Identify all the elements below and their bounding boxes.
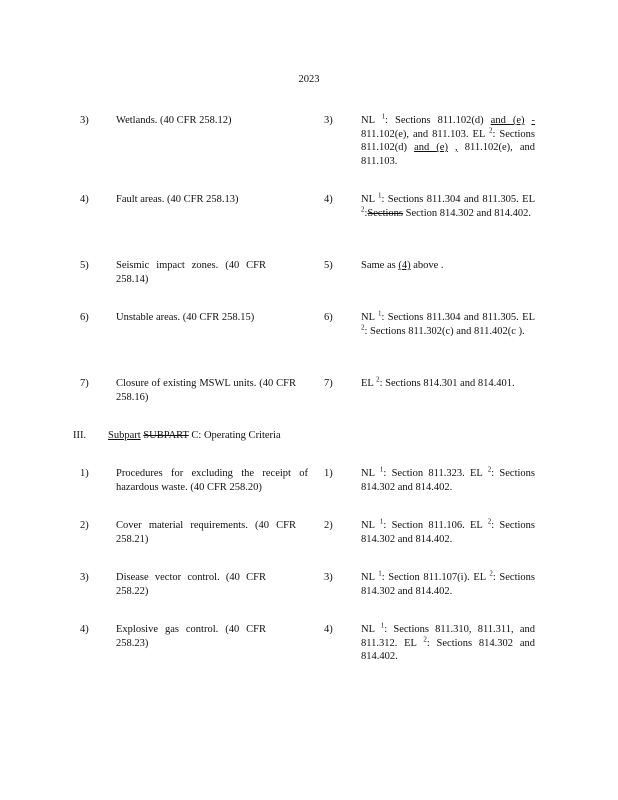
footnote-marker: 2 bbox=[423, 635, 427, 643]
text-segment: 811.102(e), and 811.103. bbox=[361, 142, 535, 167]
text-segment: : Sections 814.301 and 814.401. bbox=[379, 378, 515, 389]
item-number: 1) bbox=[80, 468, 89, 479]
footnote-marker: 2 bbox=[361, 205, 365, 213]
footnote-marker: 1 bbox=[379, 517, 384, 526]
footnote-marker: 2 bbox=[361, 323, 365, 331]
footnote-marker: 1 bbox=[378, 569, 382, 578]
text-segment: : Sections 814.302 and 814.402. bbox=[361, 637, 535, 662]
item-number: 5) bbox=[80, 260, 89, 271]
item-text: Procedures for excluding the receipt of hazardous waste. (40 CFR 258.20) bbox=[116, 468, 308, 493]
text-segment: : Sections 811.304 and 811.305. EL bbox=[381, 312, 535, 323]
text-segment: and (e) bbox=[490, 115, 525, 126]
reference-text bbox=[361, 193, 535, 220]
text-segment: : Sections 811.304 and 811.305. EL bbox=[381, 194, 535, 205]
text-segment: EL bbox=[361, 378, 377, 389]
text-segment: NL bbox=[361, 468, 380, 479]
item-text: Fault areas. (40 CFR 258.13) bbox=[116, 194, 239, 205]
reference-text bbox=[361, 114, 535, 168]
reference-number: 5) bbox=[324, 260, 333, 271]
text-segment: NL bbox=[361, 572, 379, 583]
reference-number: 4) bbox=[324, 624, 333, 635]
footnote-marker: 2 bbox=[489, 126, 493, 134]
footnote-marker: 2 bbox=[489, 569, 493, 578]
text-segment: Section 814.302 and 814.402. bbox=[403, 207, 532, 219]
item-text: Unstable areas. (40 CFR 258.15) bbox=[116, 312, 255, 323]
text-segment: NL bbox=[361, 312, 378, 323]
text-segment: : Sections 811.102(d) bbox=[361, 128, 536, 153]
footnote-marker: 2 bbox=[487, 465, 492, 474]
text-segment bbox=[448, 142, 455, 153]
text-segment: NL bbox=[361, 194, 378, 205]
item-text: Wetlands. (40 CFR 258.12) bbox=[116, 115, 232, 126]
item-text: Seismic impact zones. (40 CFR 258.14) bbox=[116, 260, 266, 285]
text-segment: - bbox=[531, 115, 535, 126]
footnote-marker: 1 bbox=[378, 191, 382, 200]
text-segment: SUBPART bbox=[143, 430, 189, 441]
reference-text bbox=[361, 259, 535, 273]
item-number: 6) bbox=[80, 312, 89, 323]
text-segment: : Sections 811.310, 811.311, and 811.312. EL bbox=[361, 624, 535, 649]
text-segment: NL bbox=[361, 115, 382, 126]
reference-text bbox=[361, 467, 535, 494]
reference-number: 2) bbox=[324, 520, 333, 531]
text-segment: : Sections 811.302(c) and 811.402(c ). bbox=[364, 325, 525, 337]
text-segment: : Sections 814.302 and 814.402. bbox=[361, 572, 536, 597]
text-segment: Sections bbox=[367, 207, 404, 219]
item-text: Disease vector control. (40 CFR 258.22) bbox=[116, 572, 266, 597]
reference-number: 3) bbox=[324, 115, 333, 126]
item-number: 3) bbox=[80, 115, 89, 126]
item-number: 3) bbox=[80, 572, 89, 583]
footnote-marker: 1 bbox=[379, 465, 384, 474]
text-segment: : bbox=[364, 207, 368, 219]
reference-text bbox=[361, 377, 535, 391]
text-segment: NL bbox=[361, 520, 380, 531]
page-number: 2023 bbox=[298, 74, 320, 85]
reference-text bbox=[361, 519, 535, 546]
reference-text bbox=[361, 311, 535, 338]
section-number: III. bbox=[73, 430, 87, 441]
footnote-marker: 1 bbox=[380, 621, 385, 630]
item-text: Closure of existing MSWL units. (40 CFR 258.16) bbox=[116, 378, 296, 403]
reference-number: 3) bbox=[324, 572, 333, 583]
footnote-marker: 2 bbox=[376, 375, 380, 384]
footnote-marker: 2 bbox=[487, 517, 492, 526]
reference-number: 1) bbox=[324, 468, 333, 479]
item-text: Cover material requirements. (40 CFR 258.21) bbox=[116, 520, 296, 545]
item-number: 2) bbox=[80, 520, 89, 531]
text-segment: NL bbox=[361, 624, 381, 635]
text-segment bbox=[524, 115, 531, 126]
text-segment: , bbox=[455, 142, 458, 153]
reference-number: 4) bbox=[324, 194, 333, 205]
reference-text bbox=[361, 623, 535, 664]
text-segment: : Sections 814.302 and 814.402. bbox=[361, 468, 535, 493]
item-number: 4) bbox=[80, 194, 89, 205]
footnote-marker: 1 bbox=[381, 112, 386, 121]
text-segment: and (e) bbox=[414, 142, 448, 153]
text-segment: : Sections 811.102(d) bbox=[385, 115, 491, 126]
text-segment: C: Operating Criteria bbox=[191, 430, 281, 441]
text-segment: : Section 811.323. EL bbox=[383, 468, 488, 479]
reference-text bbox=[361, 571, 535, 598]
item-number: 7) bbox=[80, 378, 89, 389]
section-title bbox=[108, 429, 281, 443]
item-text: Explosive gas control. (40 CFR 258.23) bbox=[116, 624, 266, 649]
text-segment: : Section 811.107(i). EL bbox=[381, 572, 490, 583]
text-segment: Subpart bbox=[108, 430, 141, 441]
text-segment: (4) bbox=[398, 260, 411, 271]
reference-number: 6) bbox=[324, 312, 333, 323]
text-segment: 811.102(e), and 811.103. EL bbox=[361, 128, 489, 140]
text-segment: : Section 811.106. EL bbox=[383, 520, 488, 531]
footnote-marker: 1 bbox=[378, 309, 382, 318]
text-segment: Same as bbox=[361, 260, 399, 271]
text-segment: above . bbox=[410, 260, 444, 271]
reference-number: 7) bbox=[324, 378, 333, 389]
text-segment: : Sections 814.302 and 814.402. bbox=[361, 520, 535, 545]
item-number: 4) bbox=[80, 624, 89, 635]
